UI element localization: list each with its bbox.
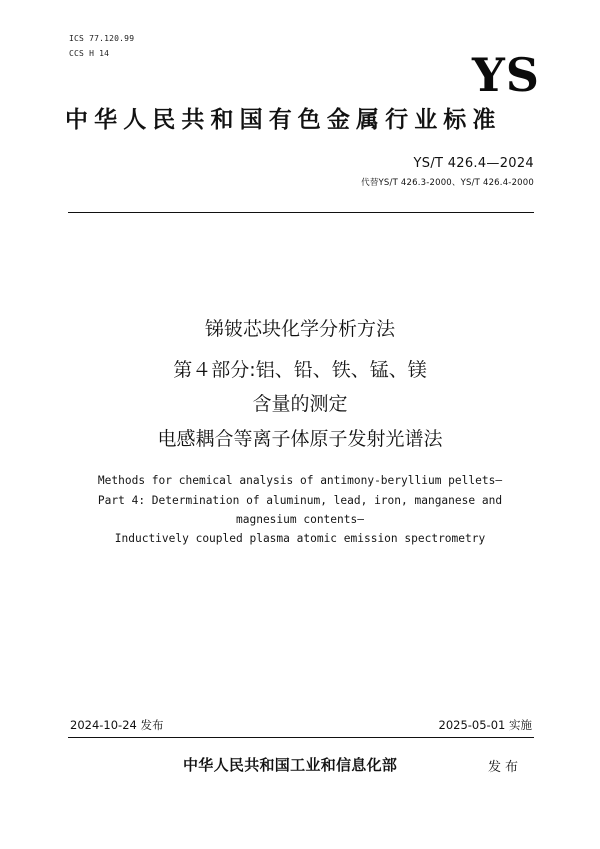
implementation-date: 2025-05-01 实施 — [438, 718, 532, 732]
footer-divider — [68, 737, 534, 738]
standard-number: YS/T 426.4—2024 — [413, 156, 534, 171]
replaces-note: 代替YS/T 426.3-2000、YS/T 426.4-2000 — [361, 178, 534, 188]
issue-date: 2024-10-24 发布 — [70, 718, 164, 732]
industry-standard-title: 中华人民共和国有色金属行业标准 — [65, 106, 502, 133]
english-title-line-1: Methods for chemical analysis of antimony-beryllium pellets— — [97, 474, 503, 487]
chinese-title-line-3: 含量的测定 — [252, 393, 348, 415]
english-title-line-3: magnesium contents— — [236, 513, 364, 526]
chinese-title-line-1: 锑铍芯块化学分析方法 — [204, 318, 395, 340]
ccs-code: CCS H 14 — [69, 49, 110, 58]
chinese-title-line-2: 第４部分:铝、铅、铁、锰、镁 — [173, 359, 427, 381]
english-title-line-4: Inductively coupled plasma atomic emission spectrometry — [114, 532, 486, 545]
header-divider — [68, 212, 534, 213]
issuing-ministry: 中华人民共和国工业和信息化部 — [183, 756, 398, 774]
issue-label: 发布 — [488, 760, 523, 775]
chinese-title-line-4: 电感耦合等离子体原子发射光谱法 — [157, 428, 443, 450]
english-title-line-2: Part 4: Determination of aluminum, lead, iron, manganese and — [97, 494, 503, 507]
ys-logo: YS — [471, 48, 540, 102]
ics-code: ICS 77.120.99 — [69, 34, 135, 43]
